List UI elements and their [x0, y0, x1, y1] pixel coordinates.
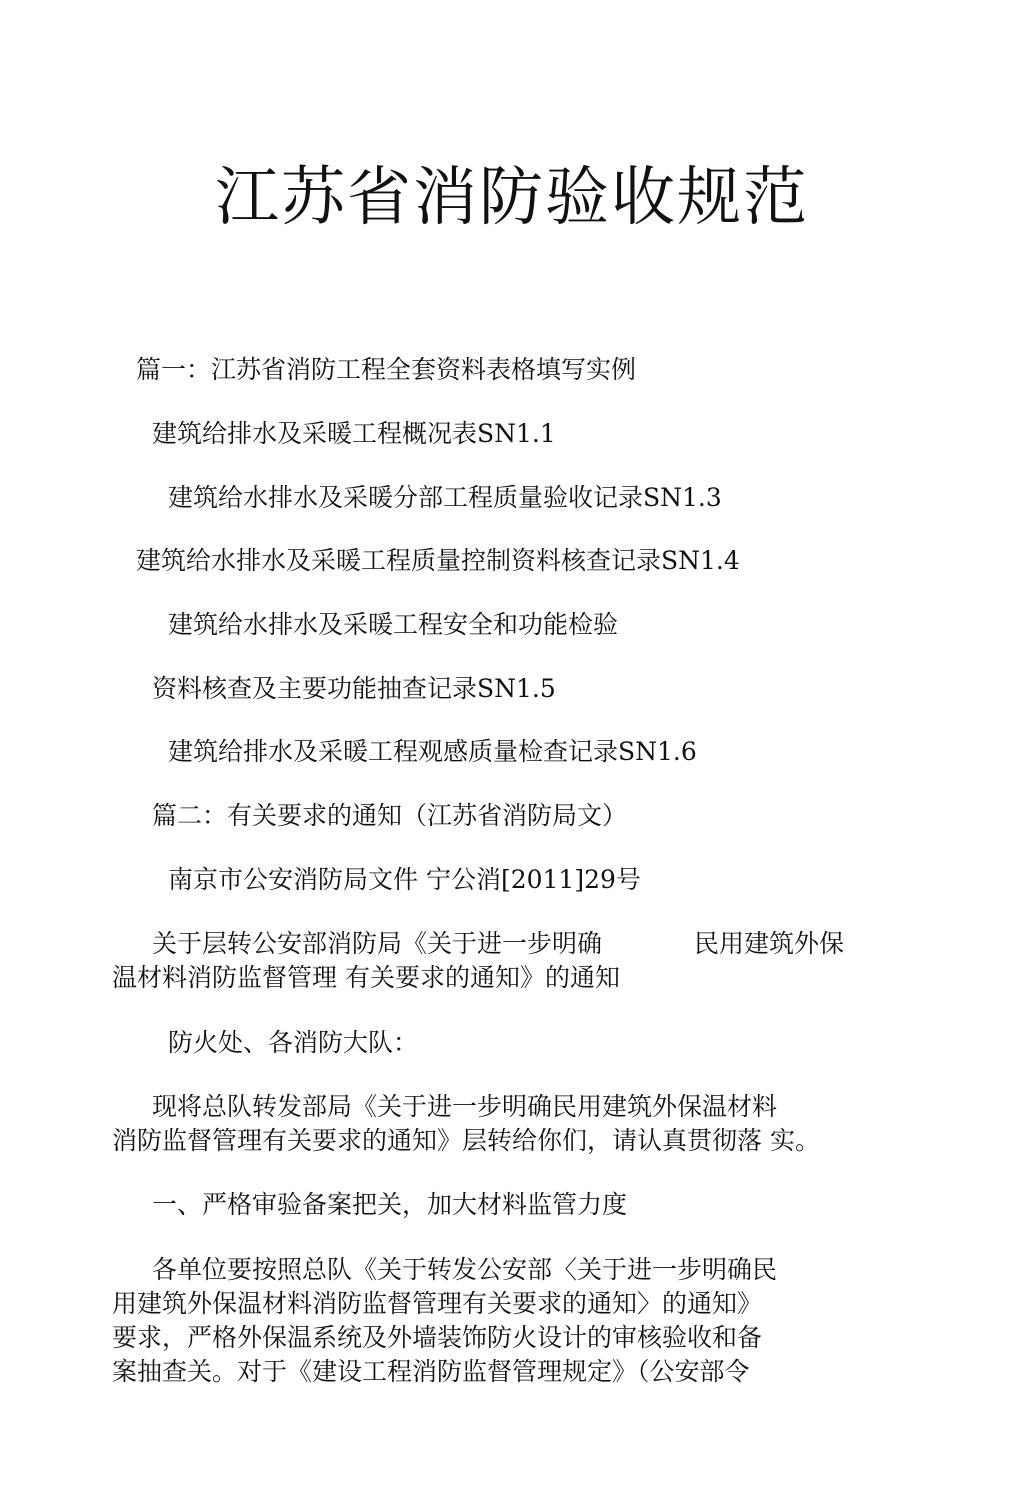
text-line: 建筑给水排水及采暖工程质量控制资料核查记录SN1.4	[136, 546, 740, 575]
text-line: 资料核查及主要功能抽查记录SN1.5	[152, 674, 556, 703]
text-line: 一、严格审验备案把关，加大材料监管力度	[152, 1190, 628, 1219]
text-line: 南京市公安消防局文件 宁公消[2011]29号	[168, 865, 641, 894]
text-line: 案抽查关。对于《建设工程消防监督管理规定》（公安部令	[112, 1357, 750, 1386]
text-line: 建筑给排水及采暖工程观感质量检查记录SN1.6	[168, 737, 697, 766]
text-line: 要求，严格外保温系统及外墙装饰防火设计的审核验收和备	[112, 1323, 763, 1352]
text-line: 建筑给水排水及采暖分部工程质量验收记录SN1.3	[168, 483, 722, 512]
text-line	[152, 928, 844, 960]
text-segment: 民用建筑外保	[694, 929, 845, 958]
text-line: 防火处、各消防大队：	[168, 1028, 419, 1057]
text-line: 温材料消防监督管理 有关要求的通知》的通知	[112, 963, 620, 992]
text-line: 用建筑外保温材料消防监督管理有关要求的通知〉的通知》	[112, 1289, 763, 1318]
text-line: 现将总队转发部局《关于进一步明确民用建筑外保温材料	[152, 1092, 778, 1121]
text-segment: 关于层转公安部消防局《关于进一步明确	[152, 929, 603, 958]
text-line: 各单位要按照总队《关于转发公安部〈关于进一步明确民	[152, 1255, 778, 1284]
text-line: 篇二：有关要求的通知（江苏省消防局文）	[152, 801, 628, 830]
text-line: 消防监督管理有关要求的通知》层转给你们，请认真贯彻落 实。	[112, 1126, 820, 1155]
text-line: 建筑给水排水及采暖工程安全和功能检验	[168, 610, 619, 639]
document-title: 江苏省消防验收规范	[215, 161, 809, 235]
text-line: 篇一：江苏省消防工程全套资料表格填写实例	[136, 355, 637, 384]
text-line: 建筑给排水及采暖工程概况表SN1.1	[152, 419, 556, 448]
